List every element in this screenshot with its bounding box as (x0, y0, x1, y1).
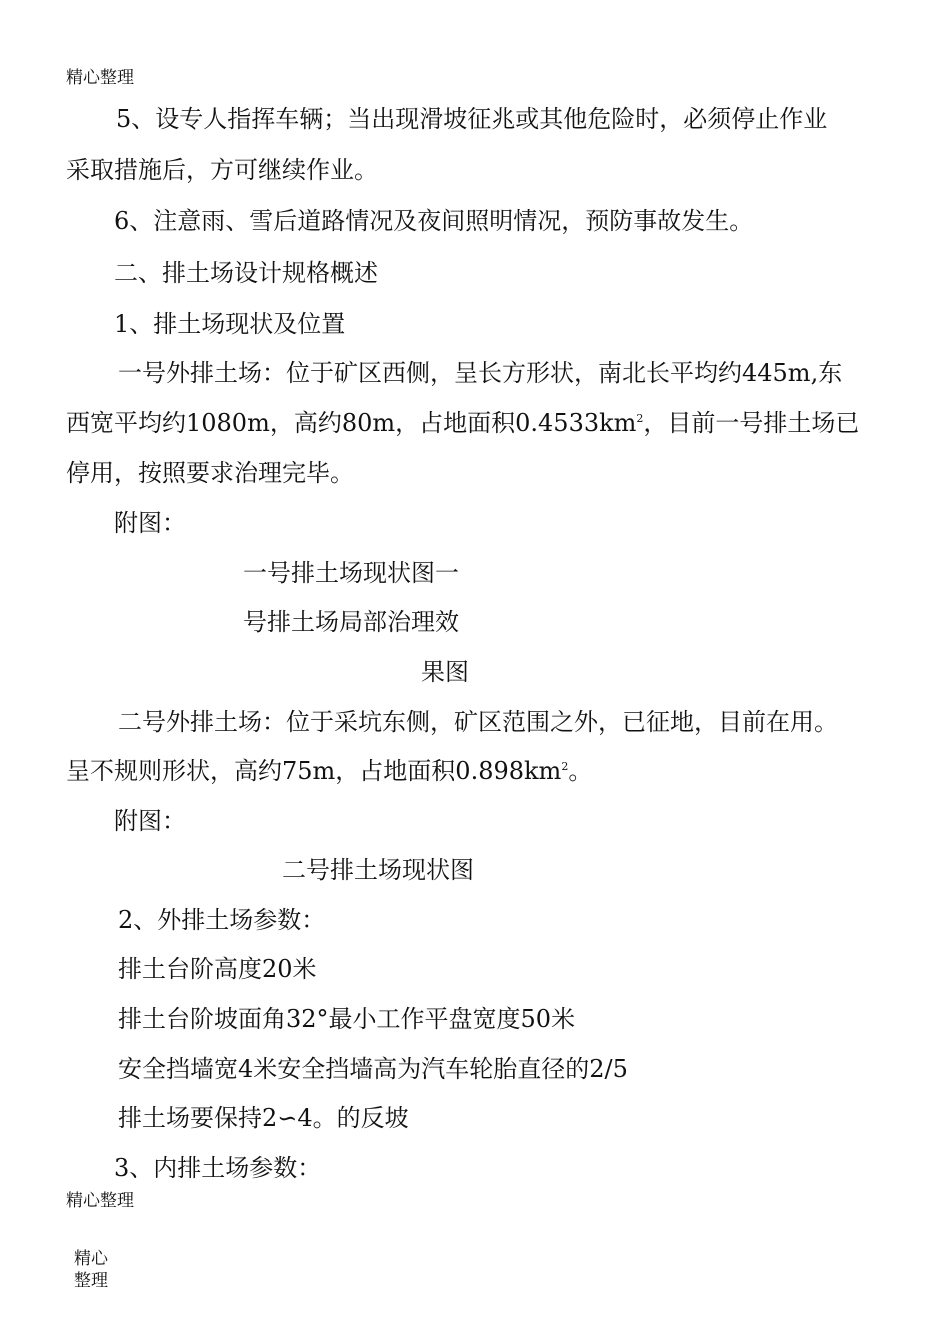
paragraph-line: 6、注意雨、雪后道路情况及夜间照明情况，预防事故发生。 (114, 207, 754, 235)
figure-label: 附图： (114, 807, 186, 835)
figure-caption: 二号排土场现状图 (282, 856, 474, 884)
section-heading: 二、排土场设计规格概述 (114, 259, 378, 287)
figure-caption: 一号排土场现状图一 (243, 559, 459, 587)
page-footer: 精心整理 (66, 1191, 134, 1211)
paragraph-line (66, 407, 859, 439)
superscript: 2 (561, 760, 569, 773)
paragraph-line: 二号外排土场：位于采坑东侧，矿区范围之外，已征地，目前在用。 (118, 708, 838, 736)
parameter-line: 安全挡墙宽4米安全挡墙高为汽车轮胎直径的2/5 (118, 1055, 628, 1083)
paragraph-line: 5、设专人指挥车辆；当出现滑坡征兆或其他危险时，必须停止作业 (116, 105, 828, 133)
subsection-heading: 2、外排土场参数： (118, 906, 326, 934)
paragraph-line (66, 755, 592, 787)
figure-caption: 果图 (421, 658, 469, 686)
subsection-heading: 3、内排土场参数： (114, 1154, 322, 1182)
paragraph-line: 一号外排土场：位于矿区西侧，呈长方形状，南北长平均约445m,东 (118, 359, 843, 387)
paragraph-text: 西宽平均约1080m，高约80m，占地面积0.4533km (66, 409, 637, 437)
page-header: 精心整理 (66, 68, 134, 88)
figure-label: 附图： (114, 509, 186, 537)
page-footer-stacked: 整理 (74, 1271, 108, 1291)
paragraph-text: 呈不规则形状，高约75m，占地面积0.898km (66, 757, 562, 785)
paragraph-line: 采取措施后，方可继续作业。 (66, 156, 378, 184)
parameter-line: 排土场要保持2∽4。的反坡 (118, 1104, 409, 1132)
page-footer-stacked: 精心 (74, 1249, 108, 1269)
paragraph-line: 停用，按照要求治理完毕。 (66, 459, 354, 487)
figure-caption: 号排土场局部治理效 (243, 608, 459, 636)
parameter-line: 排土台阶高度20米 (118, 955, 317, 983)
subsection-heading: 1、排土场现状及位置 (114, 310, 346, 338)
paragraph-text: 。 (568, 757, 593, 785)
superscript: 2 (636, 412, 644, 425)
paragraph-text: ，目前一号排土场已 (643, 409, 860, 437)
parameter-line: 排土台阶坡面角32°最小工作平盘宽度50米 (118, 1005, 576, 1033)
